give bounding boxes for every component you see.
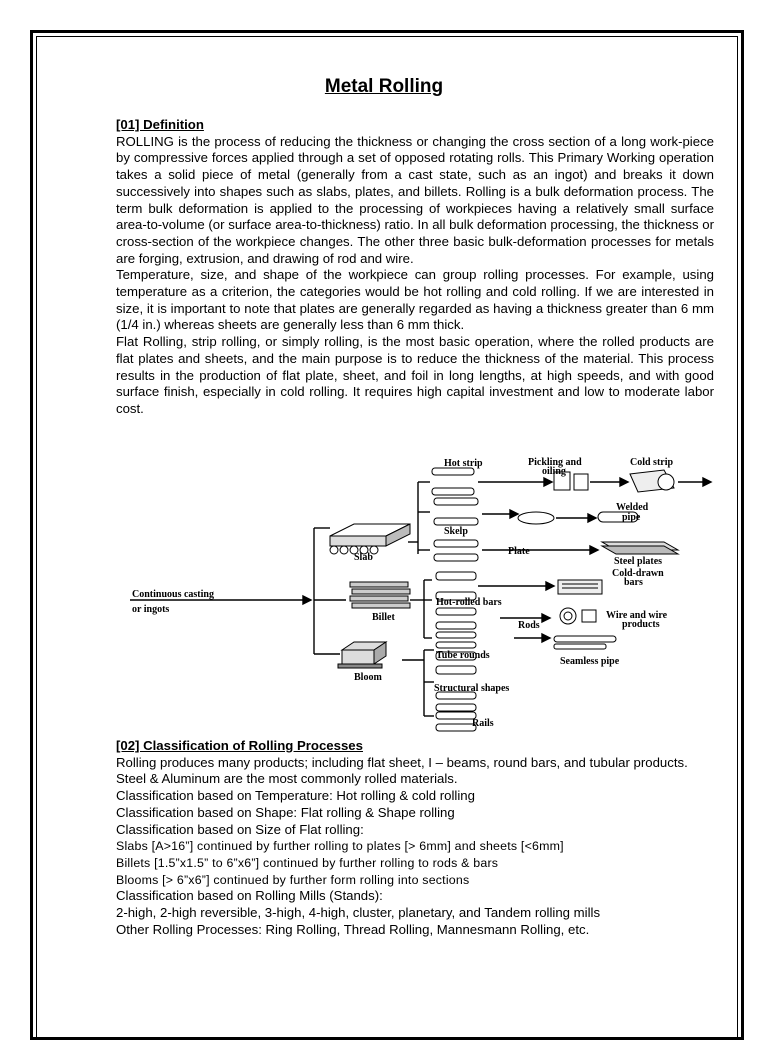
- label-oiling: oiling: [542, 466, 566, 477]
- label-structural-shapes: Structural shapes: [434, 683, 510, 694]
- label-welded: Welded: [616, 502, 649, 513]
- rolling-process-diagram: [118, 454, 714, 736]
- definition-paragraph-1: ROLLING is the process of reducing the thickness or changing the cross section of a long work-piece by compressive forces applied through a set of opposed rotating rolls. This Primary Working operation takes a solid piece of metal (generally from a cast state, such as an ingot) and breaks it down successively into shapes such as slabs, plates, and billets. Rolling is a bulk deformation process. The term bulk deformation is applied to the processing of workpieces having a relatively small surface area-to-volume (or surface area-to-thickness) ratio. In all bulk deformation processing, the thickness or cross-section of the workpiece changes. The other three basic bulk-deformation processes for metals are forging, extrusion, and drawing of rod and wire.: [116, 133, 714, 266]
- classification-line: 2-high, 2-high reversible, 3-high, 4-high, cluster, planetary, and Tandem rolling mills: [116, 905, 601, 921]
- label-hot-strip: Hot strip: [444, 458, 483, 469]
- definition-paragraph-3: Flat Rolling, strip rolling, or simply rolling, is the most basic operation, where the rolled products are flat plates and sheets, and the main purpose is to reduce the thickness of the material. This process results in the production of flat plate, sheet, and foil in long lengths, at high speeds, and with good surface finish, especially in cold rolling. It requires high capital investment and low to moderate labor cost.: [116, 334, 714, 416]
- label-cold-strip: Cold strip: [630, 457, 674, 468]
- classification-line: Slabs [A>16”] continued by further rolling to plates [> 6mm] and sheets [<6mm]: [116, 839, 564, 854]
- label-tube-rounds: Tube rounds: [436, 650, 490, 661]
- label-seamless-pipe: Seamless pipe: [560, 656, 620, 667]
- classification-line: Classification based on Temperature: Hot rolling & cold rolling: [116, 788, 475, 804]
- classification-intro: Rolling produces many products; including flat sheet, I – beams, round bars, and tubular products. Steel & Aluminum are the most commonly rolled materials.: [116, 754, 688, 787]
- label-pickling: Pickling and: [528, 457, 582, 468]
- classification-line: Other Rolling Processes: Ring Rolling, Thread Rolling, Mannesmann Rolling, etc.: [116, 921, 590, 937]
- section-heading-definition: [01] Definition: [116, 117, 204, 132]
- classification-line: Classification based on Size of Flat rolling:: [116, 821, 364, 837]
- label-bars: bars: [624, 577, 643, 588]
- section-classification: [116, 738, 714, 938]
- definition-paragraph-2: Temperature, size, and shape of the workpiece can group rolling processes. For example, using temperature as a criterion, the categories would be hot rolling and cold rolling. If we are interested in size, it is important to note that plates are generally regarded as having a thickness greater than 6 mm (1/4 in.) whereas sheets are generally less than 6 mm thick.: [116, 267, 714, 333]
- classification-list: [116, 788, 714, 938]
- page-title: Metal Rolling: [324, 76, 444, 97]
- label-or-ingots: or ingots: [132, 604, 170, 615]
- classification-line: Blooms [> 6”x6”] continued by further form rolling into sections: [116, 872, 470, 887]
- label-steel-plates: Steel plates: [614, 556, 663, 567]
- label-billet: Billet: [372, 612, 395, 623]
- label-rods: Rods: [518, 620, 540, 631]
- label-pipe: pipe: [622, 512, 641, 523]
- section-definition: [116, 117, 714, 418]
- label-cold-drawn: Cold-drawn: [612, 568, 664, 579]
- label-bloom: Bloom: [354, 672, 382, 683]
- label-wire: Wire and wire: [606, 610, 668, 621]
- classification-line: Billets [1.5”x1.5” to 6”x6”] continued by further rolling to rods & bars: [116, 855, 499, 870]
- label-rails: Rails: [472, 718, 494, 729]
- label-plate: Plate: [508, 546, 530, 557]
- section-heading-classification: [02] Classification of Rolling Processes: [116, 738, 363, 753]
- label-continuous-casting: Continuous casting: [132, 589, 214, 600]
- label-slab: Slab: [354, 552, 373, 563]
- classification-line: Classification based on Shape: Flat rolling & Shape rolling: [116, 804, 455, 820]
- label-wire-products: products: [622, 619, 660, 630]
- classification-line: Classification based on Rolling Mills (Stands):: [116, 888, 383, 904]
- label-hot-rolled-bars: Hot-rolled bars: [436, 597, 502, 608]
- label-skelp: Skelp: [444, 526, 468, 537]
